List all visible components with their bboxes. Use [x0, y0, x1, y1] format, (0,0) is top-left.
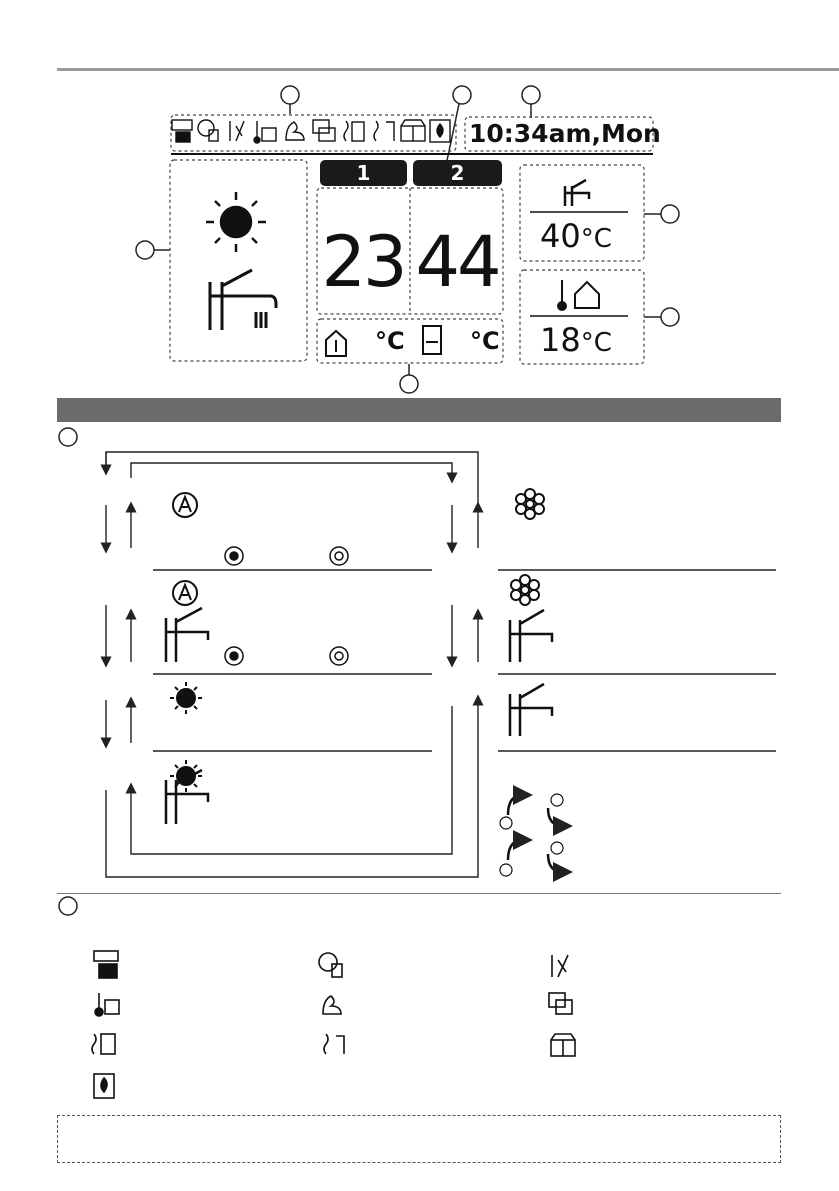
outdoor-temp-value: 18 [540, 321, 581, 359]
legend-quiet-icon [552, 955, 568, 977]
clock-display: 10:34am,Mon [469, 119, 661, 148]
status-icons [172, 120, 450, 143]
tank-tap-icon [565, 180, 589, 206]
heater-icon [344, 121, 364, 141]
zone-1-temp: 23 [321, 221, 405, 303]
zone-2-tab-label: 2 [450, 161, 465, 185]
section-bar [57, 398, 781, 422]
home-icon [326, 331, 346, 356]
legend-boiler-icon [94, 1074, 114, 1098]
switch-arrow-icons [508, 795, 563, 872]
tank-temp-value: 40 [540, 217, 581, 255]
room-thermostat-icon [254, 121, 276, 143]
legend-external-icon [549, 993, 572, 1014]
note-box [57, 1115, 781, 1163]
solar-icon [401, 120, 425, 141]
legend-holiday-icon [94, 951, 118, 978]
outdoor-temp [540, 320, 630, 360]
callout-a [281, 86, 299, 104]
cool-icons [511, 489, 544, 605]
weekly-timer-icon [198, 120, 218, 141]
zone-1-tab-label: 1 [356, 161, 371, 185]
tank-temp-unit: °C [580, 224, 612, 254]
zone-2-temp: 44 [415, 221, 499, 303]
tank-temp [540, 216, 630, 256]
holiday-schedule-icon [172, 120, 192, 142]
callout-c [522, 86, 540, 104]
callout-e [661, 205, 679, 223]
legend-solar-icon [551, 1034, 575, 1056]
auto-icon [173, 493, 197, 605]
callout-b [453, 86, 471, 104]
bottom-unit-right: °C [470, 327, 500, 355]
callout-g [400, 375, 418, 393]
mode-sun-icons [170, 682, 202, 792]
icon-legend [0, 894, 839, 1104]
controller-icon [423, 326, 441, 354]
bottom-unit-left: °C [375, 327, 405, 355]
mode-cycle-diagram [0, 422, 839, 892]
legend-tank-heater-icon [324, 1034, 344, 1054]
sun-icon [206, 192, 266, 252]
callout-d [136, 241, 154, 259]
top-rule [57, 68, 839, 71]
callout-f [661, 308, 679, 326]
outdoor-thermometer-icon [558, 280, 599, 310]
legend-timer-icon [319, 953, 342, 977]
legend-powerful-icon [323, 996, 341, 1014]
tap-icon [210, 270, 276, 330]
small-mode-icons [225, 547, 348, 665]
callout-i [59, 897, 77, 915]
outdoor-temp-unit: °C [580, 328, 612, 358]
legend-heater-icon [92, 1034, 115, 1054]
boiler-icon [430, 120, 450, 142]
quiet-mode-icon [230, 121, 244, 141]
mode-tap-icons [166, 608, 552, 824]
tank-heater-icon [374, 121, 394, 141]
powerful-mode-icon [286, 122, 304, 140]
legend-thermostat-icon [95, 993, 119, 1016]
external-control-icon [313, 120, 335, 141]
callout-h [59, 428, 77, 446]
